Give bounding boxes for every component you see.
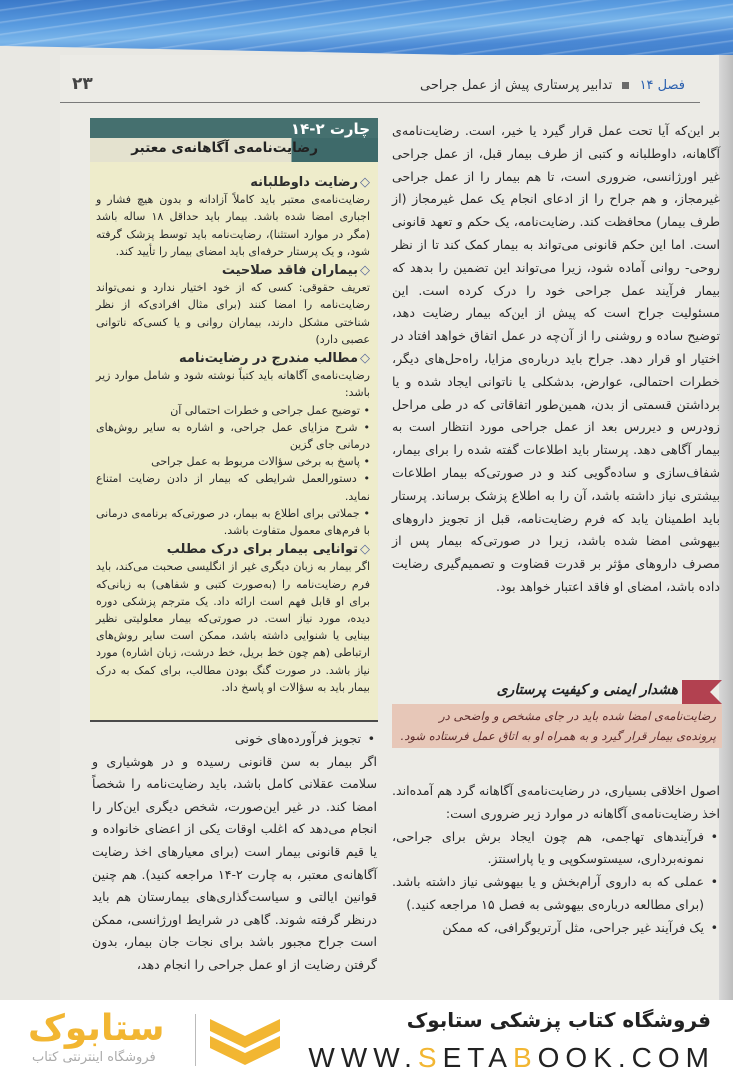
chapter-title: تدابیر پرستاری پیش از عمل جراحی [420,78,613,93]
logo-subtitle: فروشگاه اینترنتی کتاب [32,1050,156,1065]
diamond-icon: ◇ [360,351,370,367]
list-item: • شرح مزایای عمل جراحی، و اشاره به سایر روش‌های درمانی جای گزین [96,419,370,453]
chart-label: چارت ۲-۱۴ [290,120,370,138]
diamond-icon: ◇ [360,175,370,190]
chart-section-text: رضایت‌نامه‌ی آگاهانه باید کتباً نوشته شود و شامل موارد زیر باشد: [96,369,370,400]
safety-alert-box [392,680,722,748]
left-column [92,728,377,977]
book-cover-band [0,0,733,62]
body-paragraph: اگر بیمار به سن قانونی رسیده و در هوشیاری و سلامت عقلانی کامل باشد، باید رضایت‌نامه را شخصاً امضا کند. در غیر این‌صورت، شخص دیگری این‌کار را انجام می‌دهد که اغلب اوقات یکی از اعضای خانواده و یا قیم قانونی بیمار است (برای معیارهای اخذ رضایت آگاهانه‌ی معتبر، به چارت ۲-۱۴ مراجعه کنید). هم چنین قوانین ایالتی و سیاست‌گذاری‌های بیمارستان هم باید درنظر گرفته شوند. گاهی در شرایط اورژانسی، ممکن است جراح مجبور باشد برای نجات جان بیمار، بدون گرفتن رضایت از او عمل جراحی را انجام دهد، [92,753,377,972]
square-bullet-icon [622,82,629,89]
list-item: • یک فرآیند غیر جراحی، مثل آرتریوگرافی، که ممکن [392,917,720,940]
chart-section-text: رضایت‌نامه‌ی معتبر باید کاملاً آزادانه و بدون هیچ فشار و اجباری امضا شده باشد. بیمار باید حداقل ۱۸ ساله باشد (مگر در موارد استثنا)، رضایت‌نامه باید توسط پزشک گرفته شود، و یک پرستار حرفه‌ای باید امضای بیمار را تأیید کند. [96,193,371,258]
alert-body: رضایت‌نامه‌ی امضا شده باید در جای مشخص و واضحی در پرونده‌ی بیمار قرار گیرد و به همراه او به اتاق عمل فرستاده شود. [392,704,722,748]
chart-list [96,402,370,540]
chart-section-text: اگر بیمار به زبان دیگری غیر از انگلیسی صحبت می‌کند، باید فرم رضایت‌نامه را (به‌صورت کتبی و شفاهی) به زبانی‌که برای او قابل فهم است ارائه داد. یک مترجم پزشکی دوره دیده، مورد نیاز است. در صورتی‌که بیمار معلولیتی نظیر بینایی یا شنوایی داشته باشد، ممکن است سایر روش‌های ارتباطی (هم چون خط بریل، خط درشت، زبان اشاره) مورد نیاز باشد. در صورت گنگ بودن مطالب، برای کمک به درک بیمار باید به سؤالات او پاسخ داد. [96,560,370,694]
chart-section-heading: ◇توانایی بیمار برای درک مطلب [166,542,370,558]
store-url[interactable]: WWW.SETABOOK.COM [308,1042,715,1073]
page-edge-shadow [719,55,733,1000]
alert-header [392,680,722,704]
chevron-logo-icon [205,1014,285,1069]
alert-title: هشدار ایمنی و کیفیت پرستاری [496,682,678,698]
chart-section-heading: ◇بیماران فاقد صلاحیت [221,263,370,279]
flag-icon [682,680,722,704]
diamond-icon: ◇ [360,542,370,558]
store-name: فروشگاه کتاب پزشکی ستابوک [406,1008,711,1032]
list-item: • فرآیندهای تهاجمی، هم چون ایجاد برش برای جراحی، نمونه‌برداری، سیستوسکوپی و یا پاراسنتز. [392,826,720,872]
chart-header [90,118,378,162]
chart-title: رضایت‌نامه‌ی آگاهانه‌ی معتبر [131,140,318,156]
list-item: • پاسخ به برخی سؤالات مربوط به عمل جراحی [96,453,370,470]
chart-section-heading: ◇رضایت داوطلبانه [250,175,370,190]
running-header [60,74,700,103]
right-column-continued [392,780,720,940]
body-paragraph: اصول اخلاقی بسیاری، در رضایت‌نامه‌ی آگاهانه گرد هم آمده‌اند. اخذ رضایت‌نامه‌ی آگاهانه در موارد زیر ضروری است: [392,783,720,821]
bullet-list [92,728,377,751]
list-item: • دستورالعمل شرایطی که بیمار از دادن رضایت امتناع نماید. [96,470,370,504]
diamond-icon: ◇ [360,263,370,279]
chart-section-text: تعریف حقوقی: کسی که از خود اختیار ندارد و نمی‌تواند رضایت‌نامه را امضا کنند (برای مثال افرادی‌که از نظر شناختی مشکل دارند، بیماران روانی و یا کسی‌که ناتوانی عصبی دارد) [96,281,370,346]
chapter-number: فصل ۱۴ [639,78,685,93]
chart-section-heading: ◇مطالب مندرج در رضایت‌نامه [179,351,370,367]
chapter-heading [420,78,685,93]
logo-divider [195,1014,196,1066]
logo-wordmark: ستابوک [28,1008,165,1049]
list-item: • توضیح عمل جراحی و خطرات احتمالی آن [96,402,370,419]
store-footer [0,1000,733,1080]
right-column [392,120,720,599]
list-item: • جملاتی برای اطلاع به بیمار، در صورتی‌که برنامه‌ی درمانی با فرم‌های معمول متفاوت باشد. [96,505,370,539]
body-paragraph: بر این‌که آیا تحت عمل قرار گیرد یا خیر، است. رضایت‌نامه‌ی آگاهانه، داوطلبانه و کتبی از طرف بیمار قبل، از عمل جراحی غیر اورژانسی، ضروری است، تا هم بیمار را از عمل جراحی غیرمجاز، و هم جراح را از ادعای انجام یک عمل غیرمجاز (از طرف بیمار) محافظت کند. رضایت‌نامه، یک حکم و تعهد قانونی است. اما این حکم قانونی می‌تواند به بیمار کمک کند تا از نظر روحی- روانی آماده شود، زیرا می‌تواند این تضمین را بدهد که بیمار فرآیند عمل جراحی خود را درک کرده است. این مسئولیت جراح است که پیش از این‌که بیمار رضایت دهد، توضیح ساده و روشنی را از آن‌چه در عمل اتفاق خواهد افتاد در اختیار او قرار دهد. جراح باید درباره‌ی مزایا، راه‌حل‌های دیگر، خطرات احتمالی، عوارض، بدشکلی یا ناتوانی ایجاد شده و یا برداشتن قسمتی از بدن، همین‌طور اتفاقاتی که در طی مراحل زودرس و دیررس بعد از عمل جراحی مورد انتظار است به بیمار آگاهی دهد. پرستار باید اطلاعات گفته شده را برای بیمار، شفاف‌سازی و ساده‌گویی کند و در صورتی‌که بیمار اطلاعات بیشتری نیاز داشته باشد، آن را به اطلاع پزشک برساند. پرستار باید اطمینان یابد که فرم رضایت‌نامه، قبل از تجویز داروهای بیهوشی امضا شده باشد، زیرا در صورتی‌که بیمار پس از مصرف داروهای مؤثر بر قدرت قضاوت و تصمیم‌گیری رضایت داده باشد، امضای او فاقد اعتبار خواهد بود. [392,123,720,594]
list-item: • تجویز فرآورده‌های خونی [92,728,377,751]
chart-box [90,118,378,722]
page-number: ۲۳ [72,74,93,94]
bullet-list [392,826,720,940]
list-item: • عملی که به داروی آرام‌بخش و یا بیهوشی نیاز داشته باشد. (برای مطالعه درباره‌ی بیهوشی به فصل ۱۵ مراجعه کنید.) [392,871,720,917]
chart-body [90,162,378,696]
